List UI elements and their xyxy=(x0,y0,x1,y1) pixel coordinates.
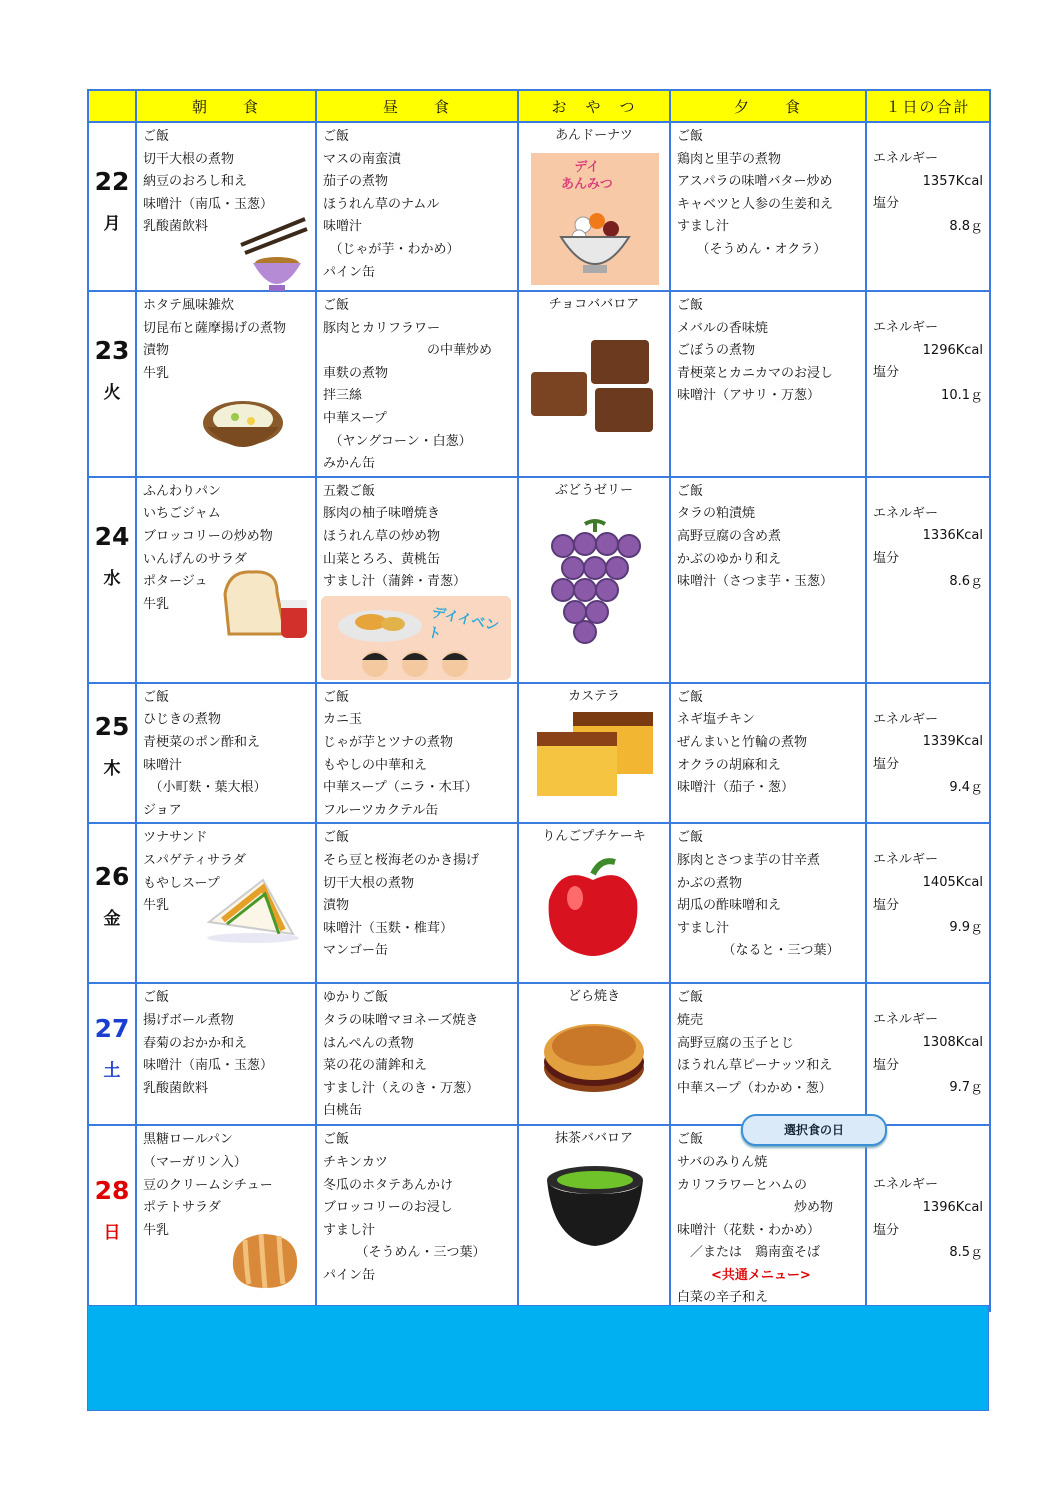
breakfast-menu: ご飯 ひじきの煮物 青梗菜のポン酢和え 味噌汁 （小町麩・葉大根） ジョア xyxy=(143,689,267,818)
breakfast-cell xyxy=(136,477,316,683)
energy-value: 1296Kcal xyxy=(922,342,983,358)
day-number: 25 xyxy=(94,711,130,741)
lunch-cell xyxy=(316,823,518,983)
dinner-cell xyxy=(670,291,866,477)
total-cell xyxy=(866,823,990,983)
breakfast-menu: 黒糖ロールパン （マーガリン入） 豆のクリームシチュー ポテトサラダ 牛乳 xyxy=(143,1132,273,1238)
header-corner xyxy=(88,90,136,122)
breakfast-menu: ご飯 切干大根の煮物 納豆のおろし和え 味噌汁（南瓜・玉葱） 乳酸菌飲料 xyxy=(143,129,274,235)
dinner-menu: ご飯 ネギ塩チキン ぜんまいと竹輪の煮物 オクラの胡麻和え 味噌汁（茄子・葱） xyxy=(677,689,808,796)
dinner-cell xyxy=(670,122,866,291)
lunch-menu: ご飯 マスの南蛮漬 茄子の煮物 ほうれん草のナムル 味噌汁 （じゃが芋・わかめ） パイン缶 xyxy=(323,129,460,280)
snack-name: ぶどうゼリー xyxy=(554,482,633,498)
day-of-week: 土 xyxy=(103,1061,121,1082)
energy-label: エネルギー xyxy=(873,711,939,727)
breakfast-menu: ツナサンド スパゲティサラダ もやしスープ 牛乳 xyxy=(143,830,246,914)
salt-label: 塩分 xyxy=(873,550,900,566)
snack-name: カステラ xyxy=(568,688,620,704)
day-cell xyxy=(88,291,136,477)
day-number: 28 xyxy=(94,1176,130,1206)
chocolate-bavarois-icon xyxy=(529,336,661,436)
total-cell xyxy=(866,291,990,477)
breakfast-cell xyxy=(136,683,316,824)
anmitsu-bowl-icon xyxy=(553,199,637,279)
apple-icon xyxy=(541,854,645,964)
dinner-menu-extra: 白菜の辛子和え xyxy=(677,1290,769,1306)
dinner-menu: ご飯 豚肉とさつま芋の甘辛煮 かぶの煮物 胡瓜の酢味噌和え すまし汁 （なると・三つ葉） xyxy=(677,830,840,959)
header-total: １日の合計 xyxy=(866,90,990,122)
breakfast-cell xyxy=(136,983,316,1125)
header-dinner: 夕 食 xyxy=(670,90,866,122)
breakfast-cell xyxy=(136,291,316,477)
day-number: 24 xyxy=(94,521,130,551)
energy-label: エネルギー xyxy=(873,320,939,335)
lunch-cell xyxy=(316,291,518,477)
day-cell xyxy=(88,122,136,291)
salt-label: 塩分 xyxy=(873,756,900,772)
day-number: 27 xyxy=(94,1014,130,1044)
lunch-menu: ご飯 チキンカツ 冬瓜のホタテあんかけ ブロッコリーのお浸し すまし汁 （そうめん・三つ葉） パイン缶 xyxy=(323,1132,486,1283)
energy-value: 1308Kcal xyxy=(922,1034,983,1050)
day-row xyxy=(88,983,990,1125)
dinner-cell xyxy=(670,1125,866,1311)
footer-bar xyxy=(87,1305,989,1411)
header-row xyxy=(88,90,990,122)
salt-value: 8.5ｇ xyxy=(949,1245,983,1261)
breakfast-cell xyxy=(136,122,316,291)
dinner-cell xyxy=(670,983,866,1125)
energy-value: 1396Kcal xyxy=(922,1199,983,1215)
day-row xyxy=(88,1125,990,1311)
snack-name: 抹茶ババロア xyxy=(554,1131,633,1147)
total-cell xyxy=(866,683,990,824)
day-row xyxy=(88,477,990,683)
snack-cell xyxy=(518,477,670,683)
breakfast-cell xyxy=(136,1125,316,1311)
grape-jelly-icon xyxy=(545,518,645,646)
day-number: 22 xyxy=(94,167,130,196)
breakfast-cell xyxy=(136,823,316,983)
day-cell xyxy=(88,1125,136,1311)
special-selection-badge: 選択食の日 xyxy=(741,1114,887,1146)
snack-name: どら焼き xyxy=(567,989,620,1005)
lunch-menu: ご飯 豚肉とカリフラワー の中華炒め 車麩の煮物 拌三絲 中華スープ （ヤングコーン・白葱） みかん缶 xyxy=(323,298,493,472)
salt-label: 塩分 xyxy=(873,1057,900,1073)
total-cell xyxy=(866,122,990,291)
day-event-picture xyxy=(321,596,511,680)
lunch-menu: 五穀ご飯 豚肉の柚子味噌焼き ほうれん草の炒め物 山菜とろろ、黄桃缶 すまし汁（蒲鉾・青葱） xyxy=(323,483,467,590)
energy-label: エネルギー xyxy=(873,852,939,868)
snack-cell xyxy=(518,823,670,983)
energy-value: 1336Kcal xyxy=(922,528,983,544)
day-of-week: 水 xyxy=(103,568,121,589)
salt-value: 9.7ｇ xyxy=(949,1080,983,1096)
event-label: デイイベント xyxy=(425,604,501,643)
day-cell xyxy=(88,477,136,683)
event-sign: デイ あんみつ xyxy=(561,160,613,192)
total-cell xyxy=(866,1125,990,1311)
breakfast-menu: ホタテ風味雑炊 切昆布と薩摩揚げの煮物 漬物 牛乳 xyxy=(143,298,287,381)
day-row xyxy=(88,823,990,983)
day-number: 23 xyxy=(94,336,130,365)
day-cell xyxy=(88,823,136,983)
salt-value: 9.9ｇ xyxy=(949,920,983,936)
energy-label: エネルギー xyxy=(873,1012,939,1028)
day-of-week: 金 xyxy=(103,909,121,930)
snack-name: りんごプチケーキ xyxy=(542,829,646,845)
dinner-menu: ご飯 タラの粕漬焼 高野豆腐の含め煮 かぶのゆかり和え 味噌汁（さつま芋・玉葱） xyxy=(677,483,834,590)
day-cell xyxy=(88,983,136,1125)
dinner-cell xyxy=(670,683,866,824)
salt-value: 8.6ｇ xyxy=(949,573,983,589)
snack-cell xyxy=(518,983,670,1125)
snack-cell xyxy=(518,683,670,824)
lunch-menu: ご飯 カニ玉 じゃが芋とツナの煮物 もやしの中華和え 中華スープ（ニラ・木耳） フルーツカクテル缶 xyxy=(323,689,478,818)
header-snack: お や つ xyxy=(518,90,670,122)
dinner-menu: ご飯 焼売 高野豆腐の玉子とじ ほうれん草ピーナッツ和え 中華スープ（わかめ・葱） xyxy=(677,990,833,1096)
day-row xyxy=(88,122,990,291)
lunch-cell xyxy=(316,1125,518,1311)
castella-icon xyxy=(533,708,657,800)
lunch-cell xyxy=(316,983,518,1125)
energy-label: エネルギー xyxy=(873,505,939,521)
snack-name: あんドーナツ xyxy=(555,128,633,143)
header-lunch: 昼 食 xyxy=(316,90,518,122)
salt-value: 9.4ｇ xyxy=(949,779,983,795)
snack-name: チョコババロア xyxy=(548,297,640,312)
energy-value: 1339Kcal xyxy=(922,734,983,750)
snack-cell xyxy=(518,1125,670,1311)
day-number: 26 xyxy=(94,862,130,892)
total-cell xyxy=(866,477,990,683)
lunch-cell xyxy=(316,122,518,291)
salt-label: 塩分 xyxy=(873,365,900,381)
day-of-week: 木 xyxy=(103,758,121,779)
day-of-week: 月 xyxy=(103,214,121,234)
dinner-cell xyxy=(670,477,866,683)
energy-label: エネルギー xyxy=(873,151,939,166)
lunch-menu: ご飯 そら豆と桜海老のかき揚げ 切干大根の煮物 漬物 味噌汁（玉麩・椎茸） マンゴー缶 xyxy=(323,830,480,959)
breakfast-menu: ふんわりパン いちごジャム ブロッコリーの炒め物 いんげんのサラダ ポタージュ 牛乳 xyxy=(143,483,273,612)
day-row xyxy=(88,683,990,824)
header-breakfast: 朝 食 xyxy=(136,90,316,122)
dinner-menu: ご飯 メバルの香味焼 ごぼうの煮物 青梗菜とカニカマのお浸し 味噌汁（アサリ・万葱） xyxy=(677,298,834,404)
tempura-plate-icon xyxy=(335,600,425,644)
day-row xyxy=(88,291,990,477)
salt-value: 10.1ｇ xyxy=(941,387,983,403)
porridge-pot-icon xyxy=(199,387,287,459)
dorayaki-icon xyxy=(539,1016,649,1096)
anmitsu-picture xyxy=(531,153,659,285)
day-cell xyxy=(88,683,136,824)
lunch-cell xyxy=(316,477,518,683)
dinner-menu: ご飯 サバのみりん焼 カリフラワーとハムの 炒め物 味噌汁（花麩・わかめ） ／または 鶏南蛮そば xyxy=(677,1132,834,1261)
salt-label: 塩分 xyxy=(873,1222,900,1238)
dinner-menu: ご飯 鶏肉と里芋の煮物 アスパラの味噌バター炒め キャベツと人参の生姜和え すまし汁 （そうめん・オクラ） xyxy=(677,129,834,257)
energy-value: 1357Kcal xyxy=(922,173,983,189)
lunch-menu: ゆかりご飯 タラの味噌マヨネーズ焼き はんぺんの煮物 菜の花の蒲鉾和え すまし汁（えのき・万葱） 白桃缶 xyxy=(323,990,480,1119)
snack-cell xyxy=(518,122,670,291)
day-of-week: 日 xyxy=(103,1223,121,1244)
breakfast-menu: ご飯 揚げボール煮物 春菊のおかか和え 味噌汁（南瓜・玉葱） 乳酸菌飲料 xyxy=(143,990,274,1096)
dinner-cell xyxy=(670,823,866,983)
salt-label: 塩分 xyxy=(873,897,900,913)
day-of-week: 火 xyxy=(103,383,121,403)
children-icon xyxy=(355,646,475,678)
energy-label: エネルギー xyxy=(873,1177,939,1193)
salt-label: 塩分 xyxy=(873,196,900,212)
lunch-cell xyxy=(316,683,518,824)
salt-value: 8.8ｇ xyxy=(949,218,983,234)
total-cell xyxy=(866,983,990,1125)
snack-cell xyxy=(518,291,670,477)
common-menu-label: <共通メニュー> xyxy=(711,1267,811,1283)
matcha-bavarois-icon xyxy=(543,1160,647,1252)
energy-value: 1405Kcal xyxy=(922,874,983,890)
